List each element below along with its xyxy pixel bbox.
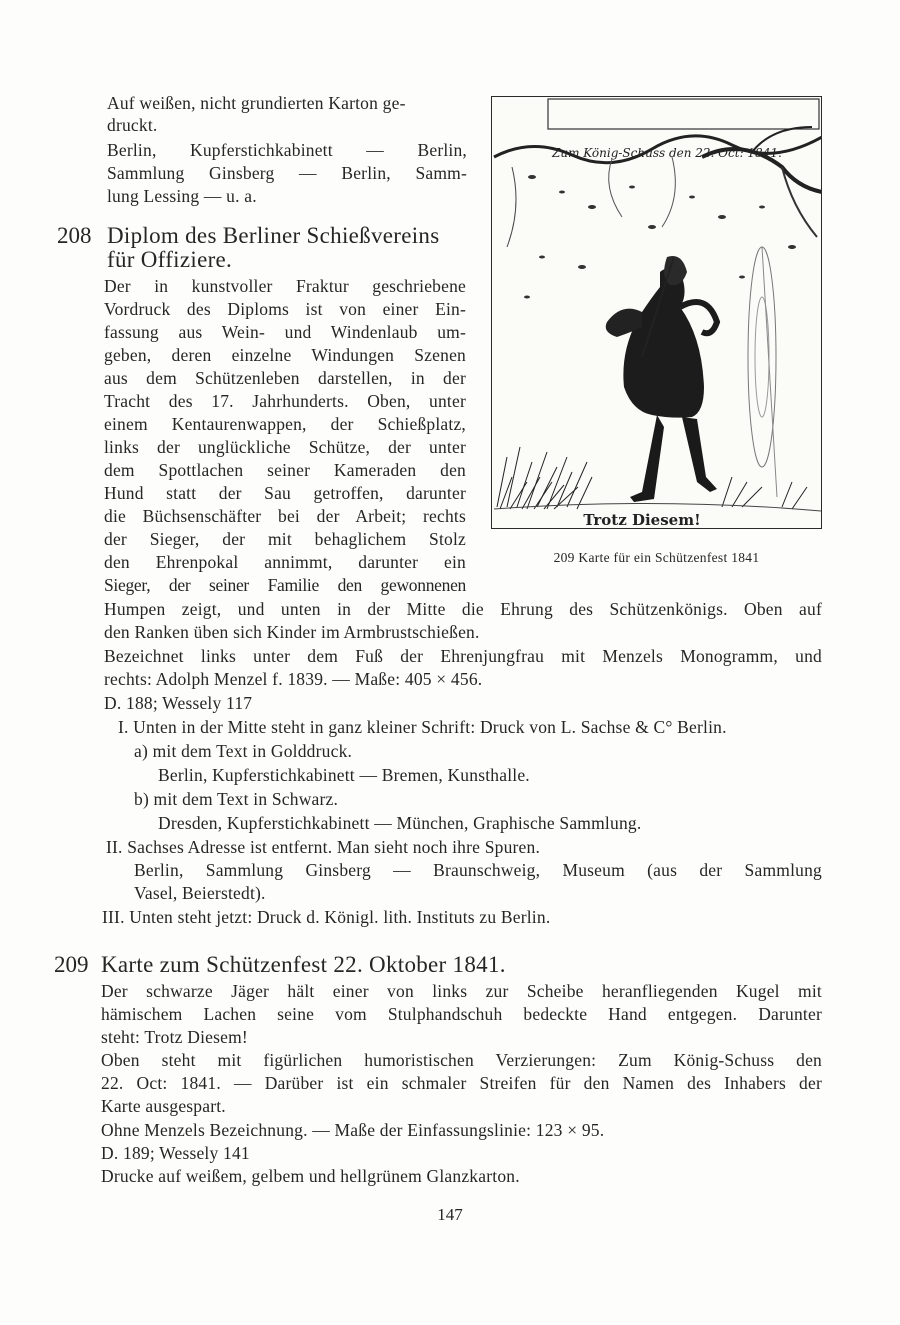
entry-208-body-line: den Ehrenpokal annimmt, darunter ein — [104, 552, 466, 572]
entry-209-body-line: hämischem Lachen seine vom Stulphandschuh bedeckte Hand entgegen. Darunter — [101, 1004, 822, 1024]
entry-209-body-line: steht: Trotz Diesem! — [101, 1027, 248, 1047]
intro-line: Auf weißen, nicht grundierten Karton ge- — [107, 93, 406, 113]
state-line: a) mit dem Text in Golddruck. — [134, 741, 353, 761]
entry-208-body-line: dem Spottlachen seiner Kameraden den — [104, 460, 466, 480]
state-line: Berlin, Kupferstichkabinett — Bremen, Kunsthalle. — [158, 765, 530, 785]
entry-208-number: 208 — [57, 223, 92, 248]
state-line: I. Unten in der Mitte steht in ganz kleiner Schrift: Druck von L. Sachse & C° Berlin. — [118, 717, 727, 737]
figure-caption: 209 Karte für ein Schützenfest 1841 — [553, 550, 760, 565]
intro-line: lung Lessing — u. a. — [107, 186, 257, 206]
entry-208-body-line: die Büchsenschäfter bei der Arbeit; rechts — [104, 506, 466, 526]
entry-208-body-line: rechts: Adolph Menzel f. 1839. — Maße: 405 × 456. — [104, 669, 483, 689]
state-line: Vasel, Beierstedt). — [134, 883, 266, 903]
entry-208-body-line: links der unglückliche Schütze, der unter — [104, 437, 466, 457]
entry-208-body-line: Hund statt der Sau getroffen, darunter — [104, 483, 466, 503]
entry-209-body-line: D. 189; Wessely 141 — [101, 1143, 250, 1163]
entry-208-body-line: den Ranken üben sich Kinder im Armbrustschießen. — [104, 622, 480, 642]
entry-208-refs: D. 188; Wessely 117 — [104, 693, 253, 713]
entry-209-body-line: 22. Oct: 1841. — Darüber ist ein schmaler Streifen für den Namen des Inhabers der — [101, 1073, 822, 1093]
intro-line: Sammlung Ginsberg — Berlin, Samm- — [107, 163, 467, 183]
entry-208-body-line: Sieger, der seiner Familie den gewonnenen — [104, 575, 466, 595]
entry-209-body-line: Drucke auf weißem, gelbem und hellgrünem Glanzkarton. — [101, 1166, 520, 1186]
state-line: Berlin, Sammlung Ginsberg — Braunschweig, Museum (aus der Sammlung — [134, 860, 822, 880]
intro-line: druckt. — [107, 115, 158, 135]
entry-209-body-line: Karte ausgespart. — [101, 1096, 226, 1116]
entry-209-body-line: Oben steht mit figürlichen humoristischen Verzierungen: Zum König-Schuss den — [101, 1050, 822, 1070]
entry-208-body-line: Bezeichnet links unter dem Fuß der Ehrenjungfrau mit Menzels Monogramm, und — [104, 646, 822, 666]
entry-208-body-line: aus dem Schützenleben darstellen, in der — [104, 368, 466, 388]
state-line: III. Unten steht jetzt: Druck d. Königl. lith. Instituts zu Berlin. — [102, 907, 551, 927]
entry-208-body-line: Vordruck des Diploms ist von einer Ein- — [104, 299, 466, 319]
entry-209-number: 209 — [54, 952, 89, 977]
state-line: II. Sachses Adresse ist entfernt. Man sieht noch ihre Spuren. — [106, 837, 541, 857]
state-line: b) mit dem Text in Schwarz. — [134, 789, 339, 809]
page-number: 147 — [437, 1205, 463, 1224]
entry-209-body-line: Ohne Menzels Bezeichnung. — Maße der Einfassungslinie: 123 × 95. — [101, 1120, 605, 1140]
state-line: Dresden, Kupferstichkabinett — München, Graphische Sammlung. — [158, 813, 642, 833]
entry-209-body-line: Der schwarze Jäger hält einer von links zur Scheibe heranfliegenden Kugel mit — [101, 981, 822, 1001]
entry-208-title: für Offiziere. — [107, 247, 233, 272]
entry-208-body-line: Der in kunstvoller Fraktur geschriebene — [104, 276, 466, 296]
figure-top-text: Zum König-Schuss den 22. Oct: 1841. — [552, 146, 782, 160]
figure-bottom-text: Trotz Diesem! — [583, 511, 701, 529]
entry-209-title: Karte zum Schützenfest 22. Oktober 1841. — [101, 952, 506, 977]
illustration-drawing — [492, 97, 822, 529]
entry-208-body-line: fassung aus Wein- und Windenlaub um- — [104, 322, 466, 342]
entry-208-body-line: geben, deren einzelne Windungen Szenen — [104, 345, 466, 365]
entry-208-body-line: der Sieger, der mit behaglichem Stolz — [104, 529, 466, 549]
intro-line: Berlin, Kupferstichkabinett — Berlin, — [107, 140, 467, 160]
entry-208-title: Diplom des Berliner Schießvereins — [107, 223, 440, 248]
entry-208-body-line: Humpen zeigt, und unten in der Mitte die Ehrung des Schützenkönigs. Oben auf — [104, 599, 822, 619]
entry-208-body-line: Tracht des 17. Jahrhunderts. Oben, unter — [104, 391, 466, 411]
illustration-schuetzenfest-card — [491, 96, 822, 529]
entry-208-body-line: einem Kentaurenwappen, der Schießplatz, — [104, 414, 466, 434]
